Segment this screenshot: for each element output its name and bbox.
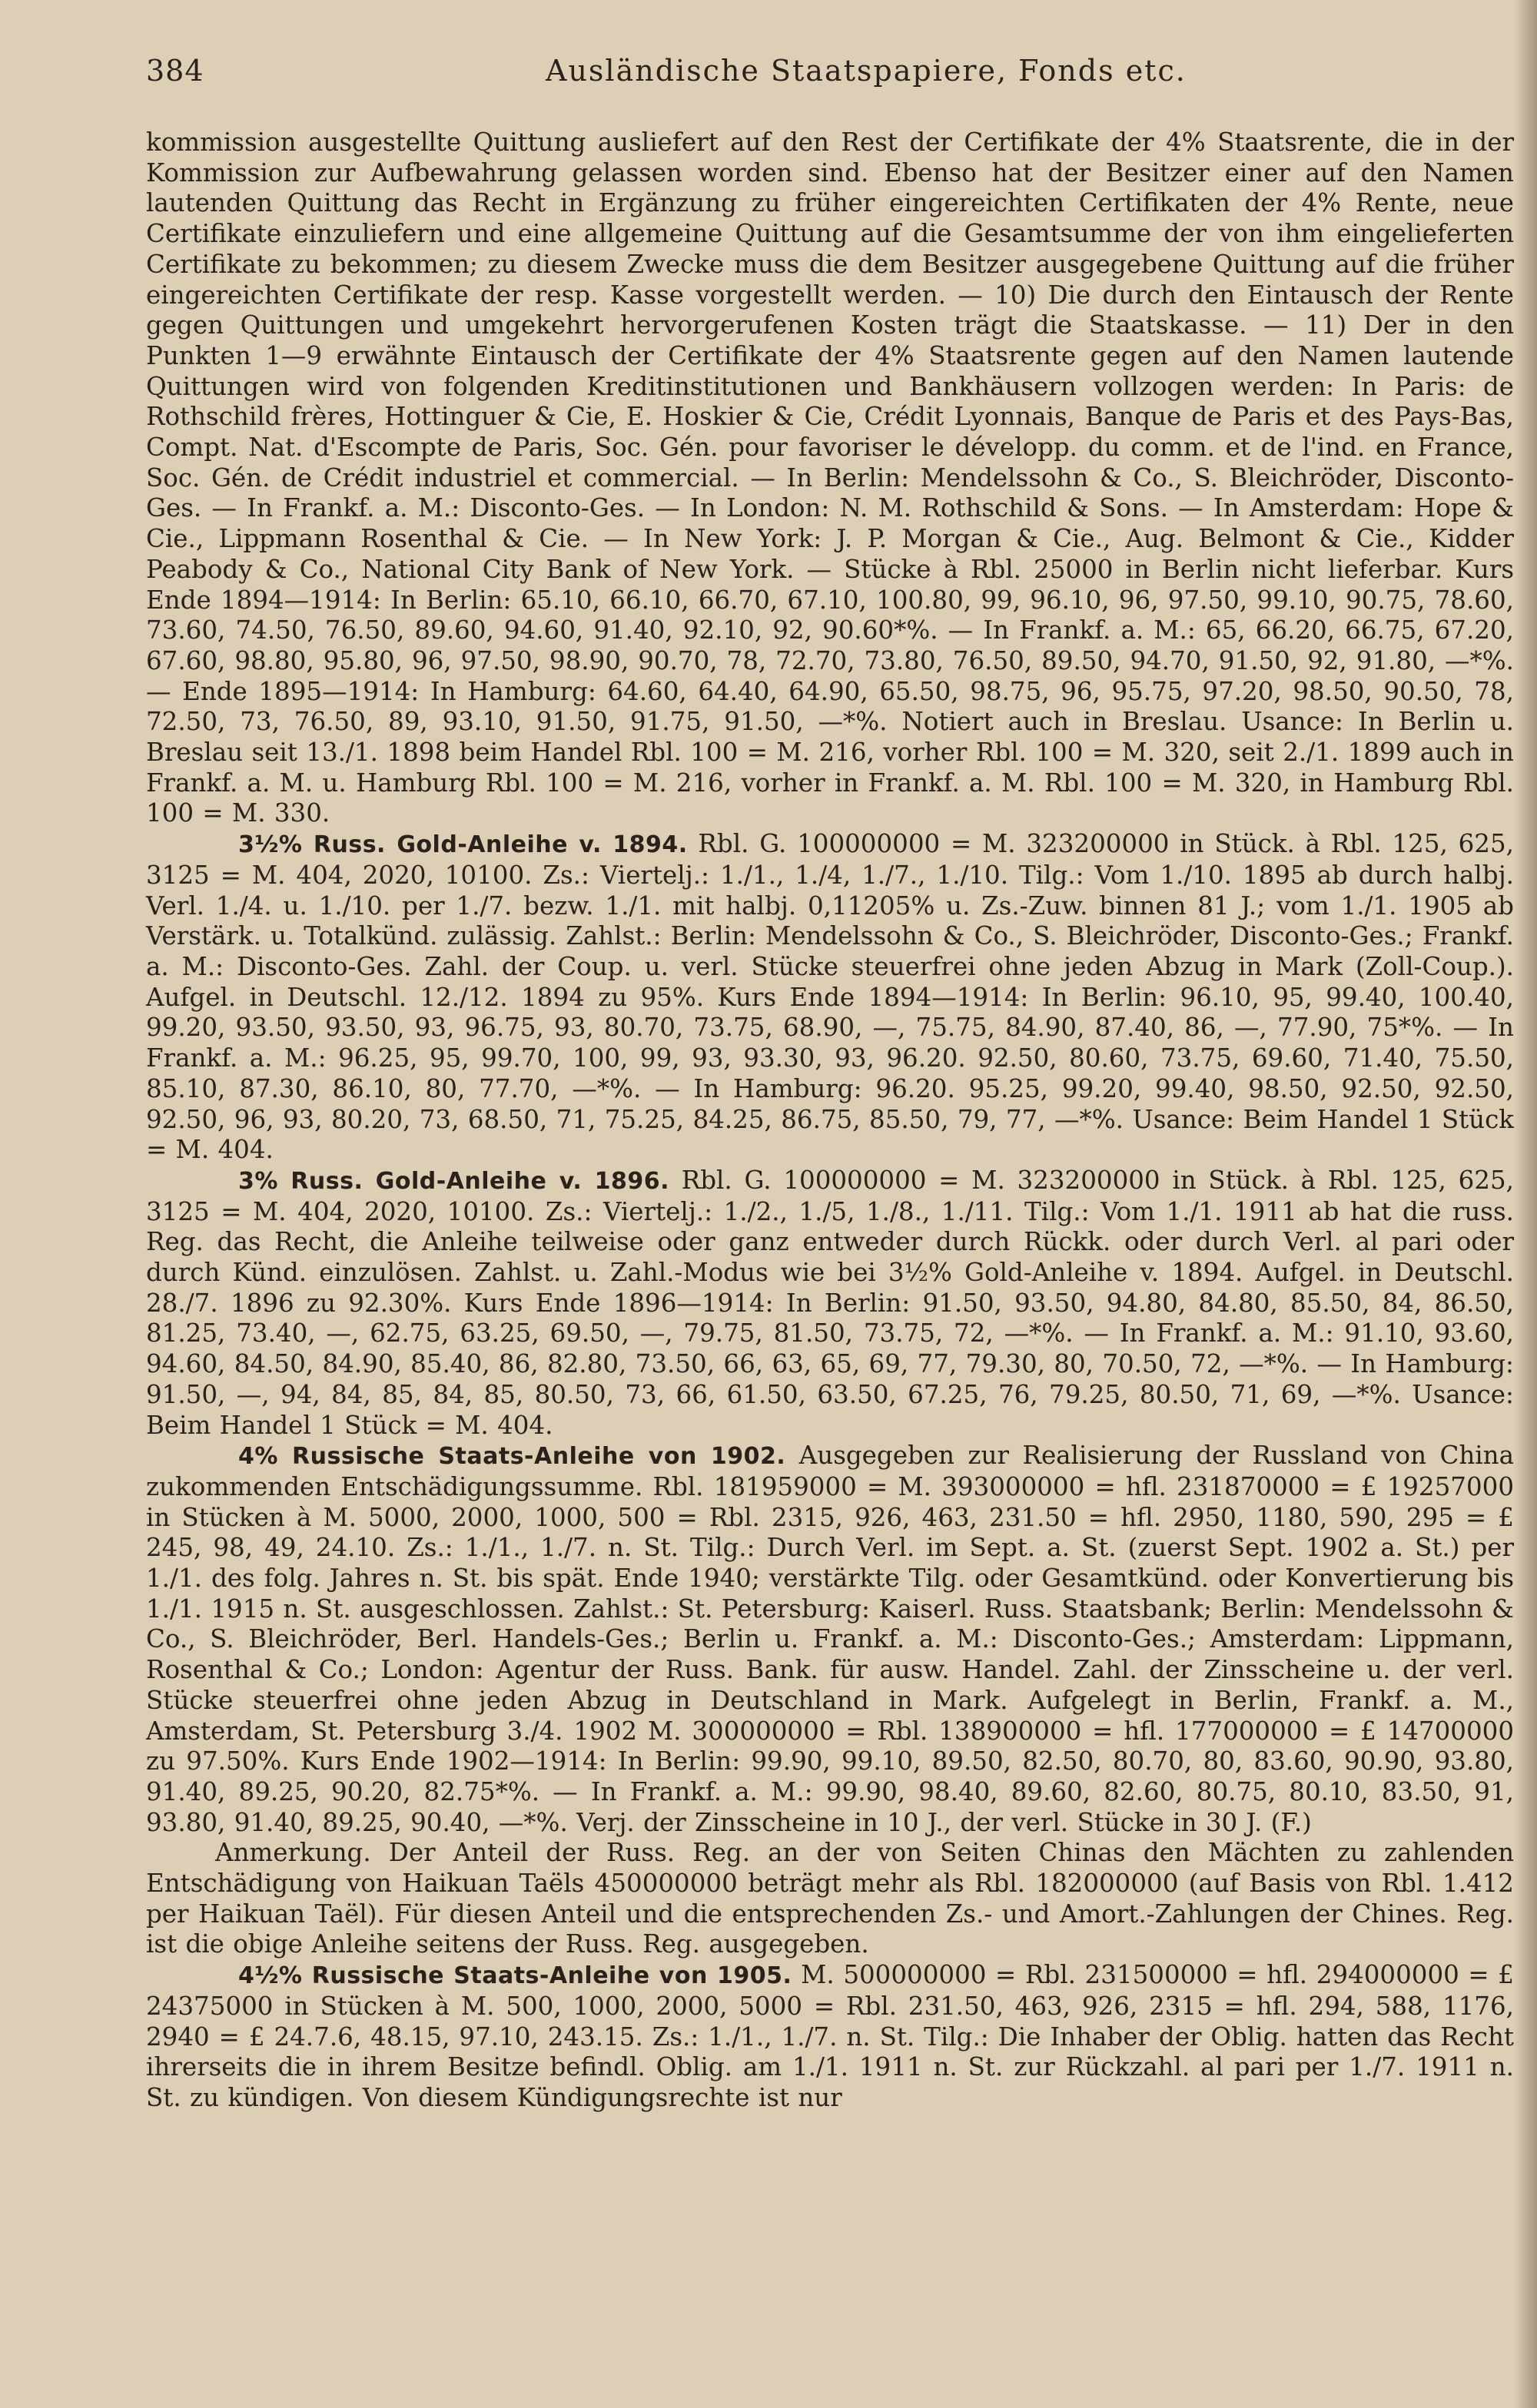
paragraph-text: Rbl. G. 100000000 = M. 323200000 in Stück. à Rbl. 125, 625, 3125 = M. 404, 2020, 10100. Zs.: Viertelj.: 1./1., 1./4, 1./7., 1./10. Tilg.: Vom 1./10. 1895 ab durch halbj. Verl. 1./4. u. 1./10. per 1./7. bezw. 1./1. mit halbj. 0,11205% u. Zs.-Zuw. binnen 81 J.; vom 1./1. 1905 ab Verstärk. u. Totalkünd. zulässig. Zahlst.: Berlin: Mendelssohn & Co., S. Bleichröder, Disconto-Ges.; Frankf. a. M.: Disconto-Ges. Zahl. der Coup. u. verl. Stücke steuerfrei ohne jeden Abzug in Mark (Zoll-Coup.). Aufgel. in Deutschl. 12./12. 1894 zu 95%. Kurs Ende 1894—1914: In Berlin: 96.10, 95, 99.40, 100.40, 99.20, 93.50, 93.50, 93, 96.75, 93, 80.70, 73.75, 68.90, —, 75.75, 84.90, 87.40, 86, —, 77.90, 75*%. — In Frankf. a. M.: 96.25, 95, 99.70, 100, 99, 93, 93.30, 93, 96.20. 92.50, 80.60, 73.75, 69.60, 71.40, 75.50, 85.10, 87.30, 86.10, 80, 77.70, —*%. — In Hamburg: 96.20. 95.25, 99.20, 99.40, 98.50, 92.50, 92.50, 92.50, 96, 93, 80.20, 73, 68.50, 71, 75.25, 84.25, 86.75, 85.50, 79, 77, —*%. Usance: Beim Handel 1 Stück = M. 404. bbox=[146, 829, 1514, 1165]
paragraph-state-loan-1902 bbox=[146, 1441, 1514, 1838]
body-text bbox=[146, 128, 1514, 2114]
paragraph-anmerkung bbox=[146, 1838, 1514, 1960]
paragraph-text: M. 500000000 = Rbl. 231500000 = hfl. 294000000 = £ 24375000 in Stücken à M. 500, 1000, 2000, 5000 = Rbl. 231.50, 463, 926, 2315 = hfl. 294, 588, 1176, 2940 = £ 24.7.6, 48.15, 97.10, 243.15. Zs.: 1./1., 1./7. n. St. Tilg.: Die Inhaber der Oblig. hatten das Recht ihrerseits die in ihrem Besitze befindl. Oblig. am 1./1. 1911 n. St. zur Rückzahl. al pari per 1./7. 1911 n. St. zu kündigen. Von diesem Kündigungsrechte ist nur bbox=[146, 1960, 1514, 2112]
paragraph-gold-loan-1894 bbox=[146, 829, 1514, 1166]
page-number: 384 bbox=[146, 54, 204, 88]
section-heading: 3% Russ. Gold-Anleihe v. 1896. bbox=[238, 1167, 669, 1195]
running-head: Ausländische Staatspapiere, Fonds etc. bbox=[546, 54, 1187, 88]
paragraph-text: Anmerkung. Der Anteil der Russ. Reg. an der von Seiten Chinas den Mächten zu zahlenden Entschädigung von Haikuan Taëls 450000000 beträgt mehr als Rbl. 182000000 (auf Basis von Rbl. 1.412 per Haikuan Taël). Für diesen Anteil und die entsprechenden Zs.- und Amort.-Zahlungen der Chines. Reg. ist die obige Anleihe seitens der Russ. Reg. ausgegeben. bbox=[146, 1838, 1514, 1959]
paragraph-text: kommission ausgestellte Quittung ausliefert auf den Rest der Certifikate der 4% Staatsrente, die in der Kommission zur Aufbewahrung gelassen worden sind. Ebenso hat der Besitzer einer auf den Namen lautenden Quittung das Recht in Ergänzung zu früher eingereichten Certifikaten der 4% Rente, neue Certifikate einzuliefern und eine allgemeine Quittung auf die Gesamtsumme der von ihm eingelieferten Certifikate zu bekommen; zu diesem Zwecke muss die dem Besitzer ausgegebene Quittung auf die früher eingereichten Certifikate der resp. Kasse vorgestellt werden. — 10) Die durch den Eintausch der Rente gegen Quittungen und umgekehrt hervorgerufenen Kosten trägt die Staatskasse. — 11) Der in den Punkten 1—9 erwähnte Eintausch der Certifikate der 4% Staatsrente gegen auf den Namen lautende Quittungen wird von folgenden Kreditinstitutionen und Bankhäusern vollzogen werden: In Paris: de Rothschild frères, Hottinguer & Cie, E. Hoskier & Cie, Crédit Lyonnais, Banque de Paris et des Pays-Bas, Compt. Nat. d'Escompte de Paris, Soc. Gén. pour favoriser le développ. du comm. et de l'ind. en France, Soc. Gén. de Crédit industriel et commercial. — In Berlin: Mendelssohn & Co., S. Bleichröder, Disconto-Ges. — In Frankf. a. M.: Disconto-Ges. — In London: N. M. Rothschild & Sons. — In Amsterdam: Hope & Cie., Lippmann Rosenthal & Cie. — In New York: J. P. Morgan & Cie., Aug. Belmont & Cie., Kidder Peabody & Co., National City Bank of New York. — Stücke à Rbl. 25000 in Berlin nicht lieferbar. Kurs Ende 1894—1914: In Berlin: 65.10, 66.10, 66.70, 67.10, 100.80, 99, 96.10, 96, 97.50, 99.10, 90.75, 78.60, 73.60, 74.50, 76.50, 89.60, 94.60, 91.40, 92.10, 92, 90.60*%. — In Frankf. a. M.: 65, 66.20, 66.75, 67.20, 67.60, 98.80, 95.80, 96, 97.50, 98.90, 90.70, 78, 72.70, 73.80, 76.50, 89.50, 94.70, 91.50, 92, 91.80, —*%. — Ende 1895—1914: In Hamburg: 64.60, 64.40, 64.90, 65.50, 98.75, 96, 95.75, 97.20, 98.50, 90.50, 78, 72.50, 73, 76.50, 89, 93.10, 91.50, 91.75, 91.50, —*%. Notiert auch in Breslau. Usance: In Berlin u. Breslau seit 13./1. 1898 beim Handel Rbl. 100 = M. 216, vorher Rbl. 100 = M. 320, seit 2./1. 1899 auch in Frankf. a. M. u. Hamburg Rbl. 100 = M. 216, vorher in Frankf. a. M. Rbl. 100 = M. 320, in Hamburg Rbl. 100 = M. 330. bbox=[146, 128, 1514, 828]
binding-shadow bbox=[1514, 0, 1537, 2408]
paragraph-text: Ausgegeben zur Realisierung der Russland von China zukommenden Entschädigungssumme. Rbl. 181959000 = M. 393000000 = hfl. 231870000 = £ 19257000 in Stücken à M. 5000, 2000, 1000, 500 = Rbl. 2315, 926, 463, 231.50 = hfl. 2950, 1180, 590, 295 = £ 245, 98, 49, 24.10. Zs.: 1./1., 1./7. n. St. Tilg.: Durch Verl. im Sept. a. St. (zuerst Sept. 1902 a. St.) per 1./1. des folg. Jahres n. St. bis spät. Ende 1940; verstärkte Tilg. oder Gesamtkünd. oder Konvertierung bis 1./1. 1915 n. St. ausgeschlossen. Zahlst.: St. Petersburg: Kaiserl. Russ. Staatsbank; Berlin: Mendelssohn & Co., S. Bleichröder, Berl. Handels-Ges.; Berlin u. Frankf. a. M.: Disconto-Ges.; Amsterdam: Lippmann, Rosenthal & Co.; London: Agentur der Russ. Bank. für ausw. Handel. Zahl. der Zinsscheine u. der verl. Stücke steuerfrei ohne jeden Abzug in Deutschland in Mark. Aufgelegt in Berlin, Frankf. a. M., Amsterdam, St. Petersburg 3./4. 1902 M. 300000000 = Rbl. 138900000 = hfl. 177000000 = £ 14700000 zu 97.50%. Kurs Ende 1902—1914: In Berlin: 99.90, 99.10, 89.50, 82.50, 80.70, 80, 83.60, 90.90, 93.80, 91.40, 89.25, 90.20, 82.75*%. — In Frankf. a. M.: 99.90, 98.40, 89.60, 82.60, 80.75, 80.10, 83.50, 91, 93.80, 91.40, 89.25, 90.40, —*%. Verj. der Zinsscheine in 10 J., der verl. Stücke in 30 J. (F.) bbox=[146, 1441, 1514, 1837]
section-heading: 3½% Russ. Gold-Anleihe v. 1894. bbox=[238, 831, 688, 859]
paragraph-redemption-rules bbox=[146, 128, 1514, 829]
section-heading: 4% Russische Staats-Anleihe von 1902. bbox=[238, 1443, 786, 1471]
section-heading: 4½% Russische Staats-Anleihe von 1905. bbox=[238, 1962, 792, 1990]
paragraph-text: Rbl. G. 100000000 = M. 323200000 in Stück. à Rbl. 125, 625, 3125 = M. 404, 2020, 10100. Zs.: Viertelj.: 1./2., 1./5, 1./8., 1./11. Tilg.: Vom 1./1. 1911 ab hat die russ. Reg. das Recht, die Anleihe teilweise oder ganz entweder durch Rückk. oder durch Verl. al pari oder durch Künd. einzulösen. Zahlst. u. Zahl.-Modus wie bei 3½% Gold-Anleihe v. 1894. Aufgel. in Deutschl. 28./7. 1896 zu 92.30%. Kurs Ende 1896—1914: In Berlin: 91.50, 93.50, 94.80, 84.80, 85.50, 84, 86.50, 81.25, 73.40, —, 62.75, 63.25, 69.50, —, 79.75, 81.50, 73.75, 72, —*%. — In Frankf. a. M.: 91.10, 93.60, 94.60, 84.50, 84.90, 85.40, 86, 82.80, 73.50, 66, 63, 65, 69, 77, 79.30, 80, 70.50, 72, —*%. — In Hamburg: 91.50, —, 94, 84, 85, 84, 85, 80.50, 73, 66, 61.50, 63.50, 67.25, 76, 79.25, 80.50, 71, 69, —*%. Usance: Beim Handel 1 Stück = M. 404. bbox=[146, 1165, 1514, 1440]
page-header bbox=[146, 54, 1514, 88]
paragraph-state-loan-1905 bbox=[146, 1960, 1514, 2114]
paragraph-gold-loan-1896 bbox=[146, 1166, 1514, 1441]
